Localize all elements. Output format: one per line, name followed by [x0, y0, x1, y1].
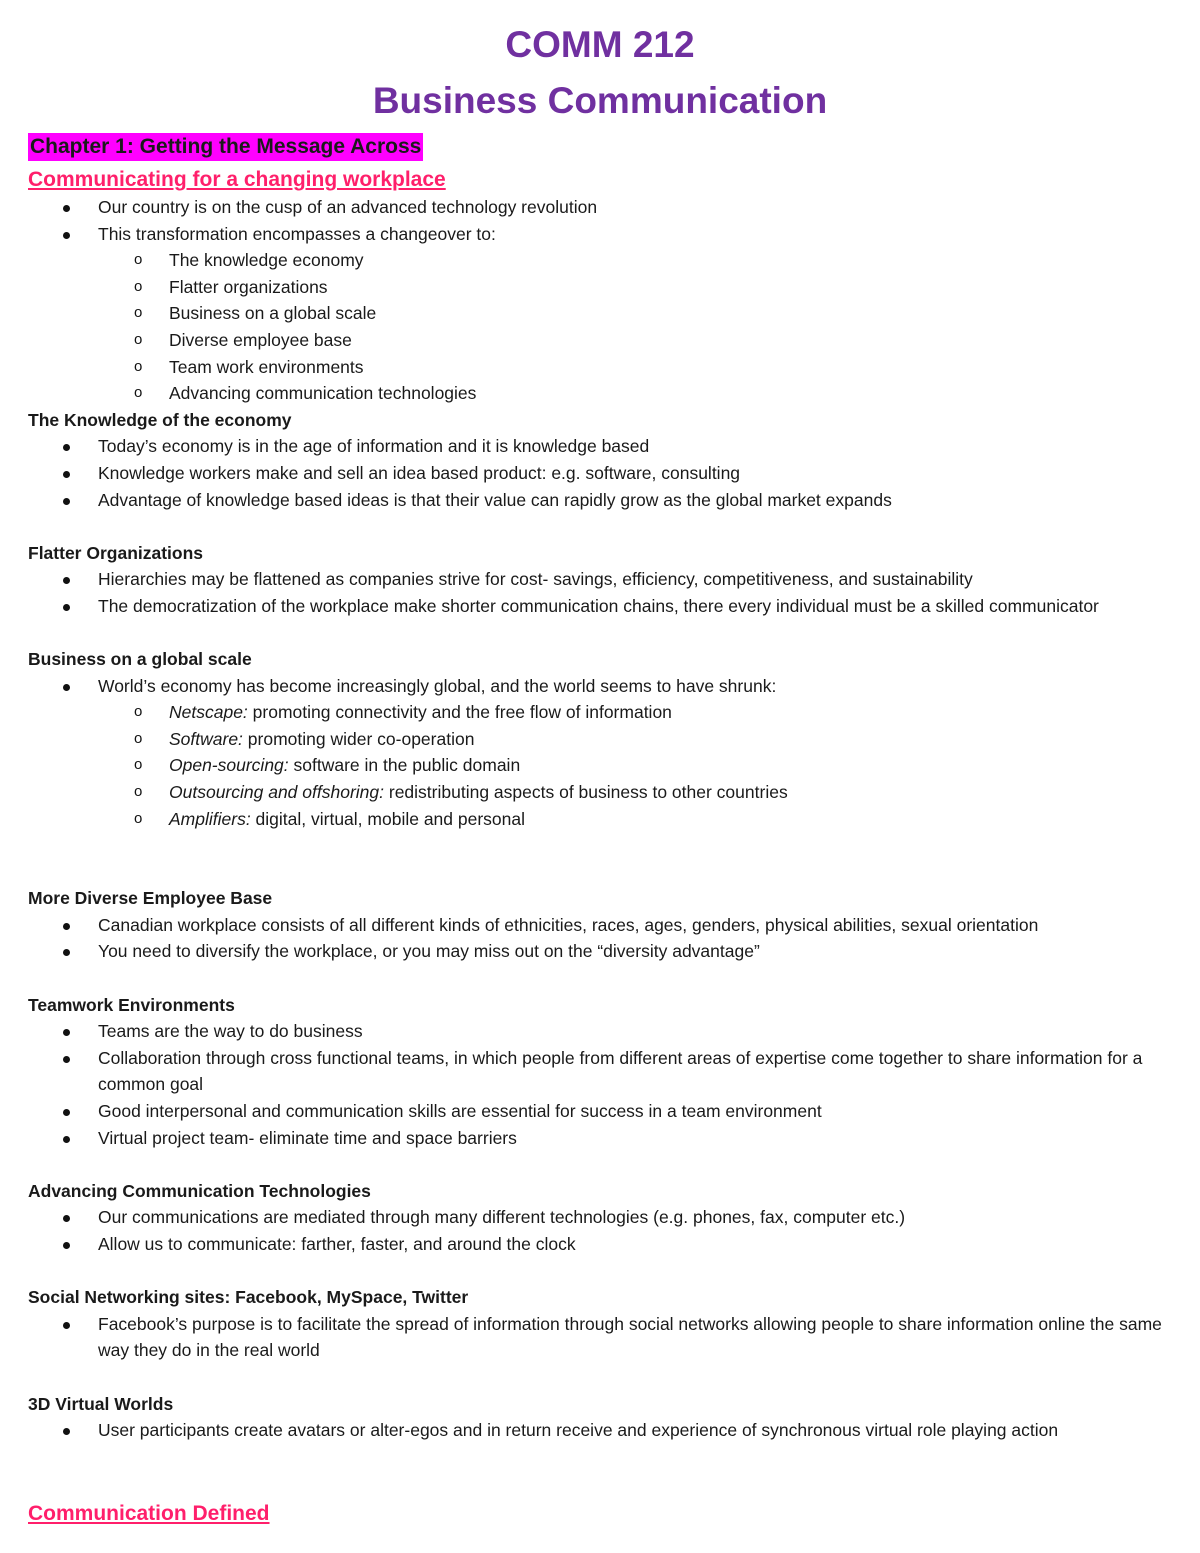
bullet-icon [63, 444, 70, 451]
circle-marker-icon: o [134, 703, 143, 721]
sub-list [28, 247, 1188, 407]
sub-list-item: o Business on a global scale [28, 300, 1188, 327]
section-heading-flatter: Flatter Organizations [28, 542, 204, 563]
section-heading-changing-workplace: Communicating for a changing workplace [28, 168, 446, 191]
bullet-icon [63, 1322, 70, 1329]
sub-list-item: o Flatter organizations [28, 274, 1188, 301]
bullet-list [28, 566, 1188, 619]
circle-marker-icon: o [134, 304, 143, 322]
list-item: Today’s economy is in the age of information and it is knowledge based [28, 433, 1188, 460]
circle-marker-icon: o [134, 330, 143, 348]
list-item: Virtual project team- eliminate time and space barriers [28, 1125, 1188, 1152]
section-heading-global: Business on a global scale [28, 649, 252, 670]
circle-marker-icon: o [134, 277, 143, 295]
bullet-icon [63, 1242, 70, 1249]
list-item: Our country is on the cusp of an advanced technology revolution [28, 194, 1188, 221]
bullet-icon [63, 949, 70, 956]
bullet-icon [63, 1109, 70, 1116]
bullet-icon [63, 577, 70, 584]
list-item: Facebook’s purpose is to facilitate the spread of information through social networks allowing people to share information online the same way they do in the real world [28, 1311, 1188, 1364]
list-item: Knowledge workers make and sell an idea based product: e.g. software, consulting [28, 460, 1188, 487]
circle-marker-icon: o [134, 809, 143, 827]
bullet-icon [63, 604, 70, 611]
bullet-icon [63, 1056, 70, 1063]
sub-list-item: o Amplifiers: digital, virtual, mobile and personal [28, 806, 1188, 833]
bullet-list [28, 1204, 1188, 1257]
course-code: COMM 212 [505, 24, 695, 65]
sub-list-item: o Diverse employee base [28, 327, 1188, 354]
circle-marker-icon: o [134, 756, 143, 774]
bullet-list [28, 912, 1188, 965]
bullet-list [28, 433, 1188, 513]
list-item: Canadian workplace consists of all different kinds of ethnicities, races, ages, genders, physical abilities, sexual orientation [28, 912, 1188, 939]
list-item: Hierarchies may be flattened as companies strive for cost- savings, efficiency, competitiveness, and sustainability [28, 566, 1188, 593]
list-item: This transformation encompasses a changeover to: [28, 221, 1188, 248]
list-item: The democratization of the workplace make shorter communication chains, there every individual must be a skilled communicator [28, 593, 1188, 620]
sub-list-item: o Software: promoting wider co-operation [28, 726, 1188, 753]
list-item: You need to diversify the workplace, or you may miss out on the “diversity advantage” [28, 938, 1188, 965]
circle-marker-icon: o [134, 357, 143, 375]
circle-marker-icon: o [134, 729, 143, 747]
bullet-list [28, 673, 1188, 700]
bullet-list [28, 1018, 1188, 1151]
section-heading-knowledge: The Knowledge of the economy [28, 409, 292, 430]
bullet-icon [63, 684, 70, 691]
sub-list [28, 699, 1188, 832]
sub-list-item: o Advancing communication technologies [28, 380, 1188, 407]
course-name: Business Communication [372, 80, 828, 121]
bullet-icon [63, 1215, 70, 1222]
bullet-icon [63, 471, 70, 478]
circle-marker-icon: o [134, 783, 143, 801]
section-heading-diverse: More Diverse Employee Base [28, 888, 273, 909]
bullet-icon [63, 923, 70, 930]
section-heading-virtual: 3D Virtual Worlds [28, 1393, 174, 1414]
section-heading-communication-defined: Communication Defined [28, 1502, 270, 1525]
document-body [28, 194, 1188, 1444]
list-item: User participants create avatars or alter-egos and in return receive and experience of synchronous virtual role playing action [28, 1417, 1188, 1444]
list-item: Allow us to communicate: farther, faster, and around the clock [28, 1231, 1188, 1258]
bullet-icon [63, 232, 70, 239]
list-item: Teams are the way to do business [28, 1018, 1188, 1045]
circle-marker-icon: o [134, 251, 143, 269]
list-item: Our communications are mediated through many different technologies (e.g. phones, fax, computer etc.) [28, 1204, 1188, 1231]
bullet-icon [63, 1136, 70, 1143]
section-heading-advancing: Advancing Communication Technologies [28, 1180, 371, 1201]
list-item: World’s economy has become increasingly global, and the world seems to have shrunk: [28, 673, 1188, 700]
bullet-icon [63, 1029, 70, 1036]
list-item: Advantage of knowledge based ideas is that their value can rapidly grow as the global market expands [28, 487, 1188, 514]
bullet-icon [63, 498, 70, 505]
sub-list-item: o The knowledge economy [28, 247, 1188, 274]
list-item: Good interpersonal and communication skills are essential for success in a team environment [28, 1098, 1188, 1125]
bullet-list [28, 194, 1188, 247]
bullet-list [28, 1311, 1188, 1364]
sub-list-item: o Open-sourcing: software in the public domain [28, 752, 1188, 779]
bullet-icon [63, 1428, 70, 1435]
sub-list-item: o Netscape: promoting connectivity and the free flow of information [28, 699, 1188, 726]
sub-list-item: o Outsourcing and offshoring: redistributing aspects of business to other countries [28, 779, 1188, 806]
sub-list-item: o Team work environments [28, 354, 1188, 381]
chapter-heading: Chapter 1: Getting the Message Across [28, 133, 423, 161]
section-heading-social: Social Networking sites: Facebook, MySpace, Twitter [28, 1287, 469, 1308]
bullet-icon [63, 205, 70, 212]
list-item: Collaboration through cross functional teams, in which people from different areas of expertise come together to share information for a common goal [28, 1045, 1188, 1098]
circle-marker-icon: o [134, 384, 143, 402]
section-heading-teamwork: Teamwork Environments [28, 994, 235, 1015]
bullet-list [28, 1417, 1188, 1444]
